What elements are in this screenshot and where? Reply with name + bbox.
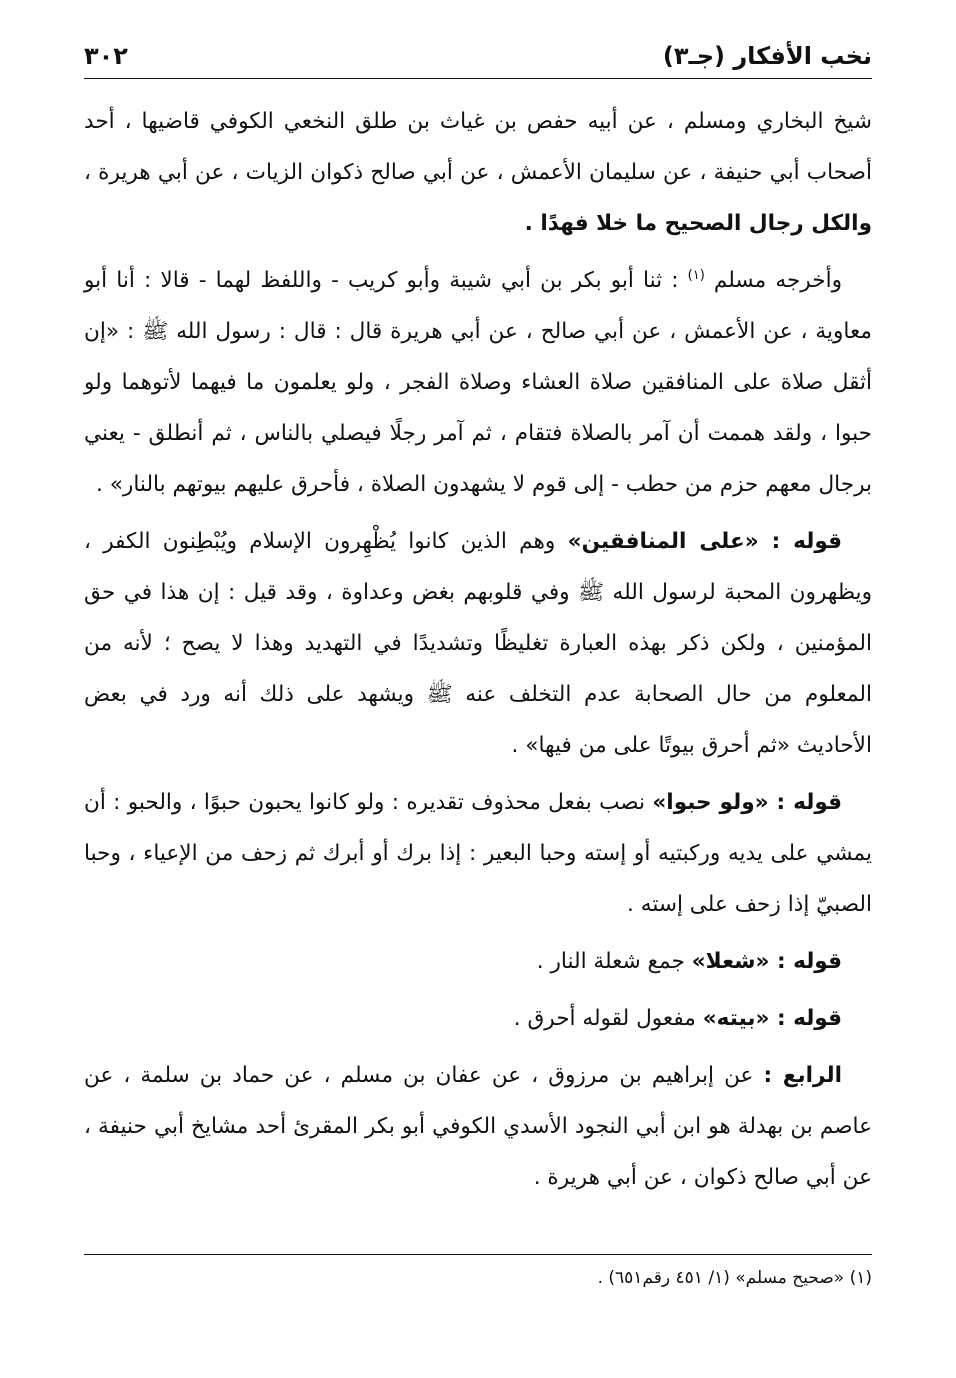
page-number: ٣٠٢	[84, 42, 128, 70]
paragraph-text: شيخ البخاري ومسلم ، عن أبيه حفص بن غياث بن طلق النخعي الكوفي قاضيها ، أحد أصحاب أبي حنيفة ، عن سليمان الأعمش ، عن أبي صالح ذكوان الزيات ، عن أبي هريرة ،	[84, 109, 872, 185]
book-title: نخب الأفكار (جـ٣)	[662, 42, 872, 70]
paragraph-text: جمع شعلة النار .	[536, 949, 692, 974]
paragraph-5	[84, 936, 872, 987]
bold-phrase: والكل رجال الصحيح ما خلا فهدًا .	[524, 211, 872, 236]
bold-phrase: قوله : «شعلا»	[691, 949, 842, 974]
bold-phrase: الرابع :	[763, 1063, 842, 1088]
main-text	[84, 96, 872, 1203]
paragraph-text: مفعول لقوله أحرق .	[513, 1006, 703, 1031]
footnote: (١) «صحيح مسلم» (١/ ٤٥١ رقم٦٥١) .	[597, 1268, 872, 1288]
footnote-divider	[84, 1254, 872, 1255]
paragraph-7	[84, 1050, 872, 1203]
bold-phrase: قوله : «ولو حبوا»	[652, 790, 842, 815]
footnote-reference[interactable]: (١)	[687, 267, 705, 283]
paragraph-text: نصب بفعل محذوف تقديره : ولو كانوا يحبون حبوًا ، والحبو : أن يمشي على يديه وركبتيه أو إسته وحبا البعير : إذا برك أو أبرك ثم زحف من الإعياء ، وحبا الصبيّ إذا زحف على إسته .	[84, 790, 872, 917]
paragraph-text: وهم الذين كانوا يُظْهِرون الإسلام ويُبْطِنون الكفر ، ويظهرون المحبة لرسول الله ﷺ وفي قلوبهم بغض وعداوة ، وقد قيل : إن هذا في حق المؤمنين ، ولكن ذكر بهذه العبارة تغليظًا وتشديدًا في التهديد وهذا لا يصح ؛ لأنه من المعلوم من حال الصحابة عدم التخلف عنه ﷺ ويشهد على ذلك أنه ورد في بعض الأحاديث «ثم أحرق بيوتًا على من فيها» .	[84, 529, 872, 758]
page-header	[84, 34, 872, 79]
paragraph-text: : ثنا أبو بكر بن أبي شيبة وأبو كريب - واللفظ لهما - قالا : أنا أبو معاوية ، عن الأعمش ، عن أبي صالح ، عن أبي هريرة قال : قال : رسول الله ﷺ : «إن أثقل صلاة على المنافقين صلاة العشاء وصلاة الفجر ، ولو يعلمون ما فيهما لأتوهما ولو حبوا ، ولقد هممت أن آمر بالصلاة فتقام ، ثم آمر رجلًا فيصلي بالناس ، ثم أنطلق - يعني برجال معهم حزم من حطب - إلى قوم لا يشهدون الصلاة ، فأحرق عليهم بيوتهم بالنار» .	[84, 268, 872, 497]
paragraph-4	[84, 777, 872, 930]
paragraph-1	[84, 96, 872, 249]
bold-phrase: قوله : «على المنافقين»	[567, 529, 842, 554]
paragraph-6	[84, 993, 872, 1044]
bold-phrase: قوله : «بيته»	[702, 1006, 842, 1031]
paragraph-text: عن إبراهيم بن مرزوق ، عن عفان بن مسلم ، عن حماد بن سلمة ، عن عاصم بن بهدلة هو ابن أبي النجود الأسدي الكوفي أبو بكر المقرئ أحد مشايخ أبي حنيفة ، عن أبي صالح ذكوان ، عن أبي هريرة .	[84, 1063, 872, 1190]
paragraph-2	[84, 255, 872, 510]
paragraph-3	[84, 516, 872, 771]
paragraph-text: وأخرجه مسلم	[704, 268, 842, 293]
